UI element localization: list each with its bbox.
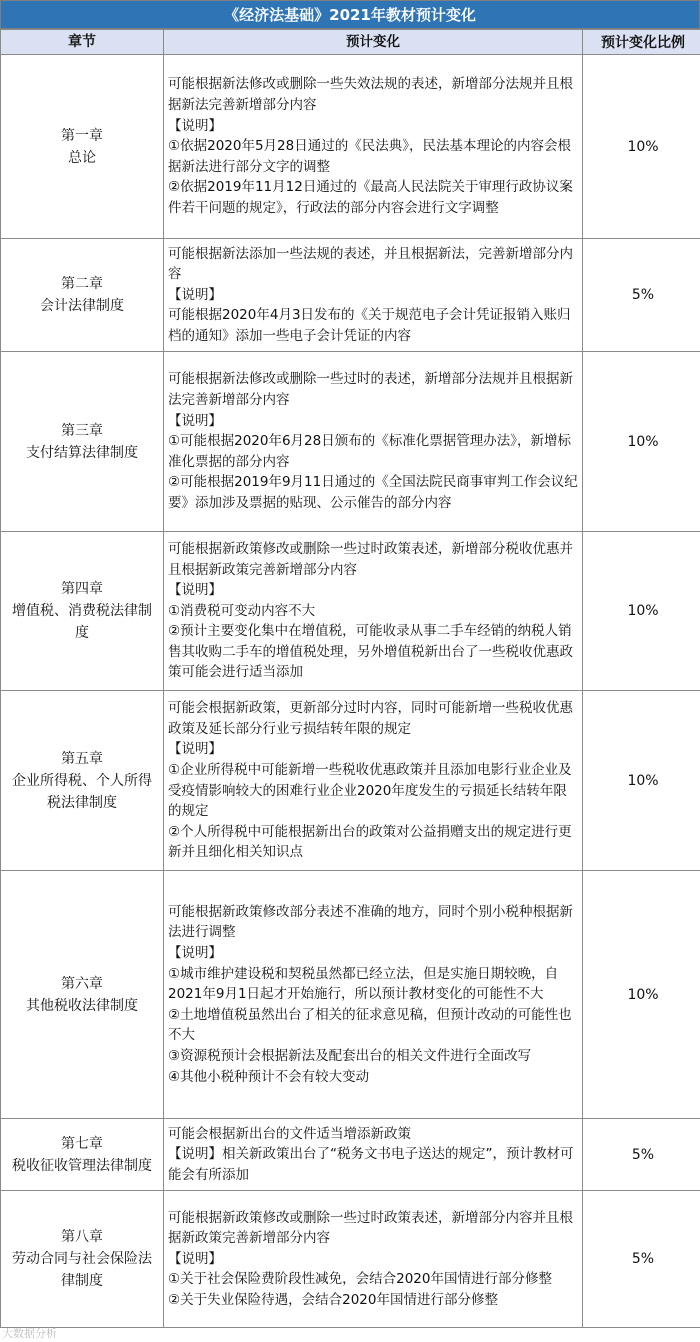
chapter-text: 支付结算法律制度 <box>26 444 138 461</box>
table-row <box>1 239 700 352</box>
change-cell <box>164 239 583 352</box>
chapter-cell <box>1 691 164 871</box>
change-text: ④其他小税种预计不会有较大变动 <box>168 1068 370 1085</box>
footer <box>0 1323 700 1342</box>
chapter-cell <box>1 239 164 352</box>
change-cell <box>164 871 583 1119</box>
chapter-text: 税收征收管理法律制度 <box>12 1157 152 1174</box>
footer-text: 大数据分析 <box>2 1327 57 1340</box>
change-text: 【说明】 <box>168 945 222 962</box>
change-text: 可能根据新政策修改或删除一些过时政策表述，新增部分税收优惠并且根据新政策完善新增部分内容 <box>168 540 573 578</box>
ratio-cell: 10% <box>583 55 700 239</box>
ratio-cell: 5% <box>583 1191 700 1328</box>
chapter-text: 第七章 <box>61 1135 103 1152</box>
header-row <box>1 30 700 55</box>
change-text: ①依据2020年5月28日通过的《民法典》，民法基本理论的内容会根据新法进行部分文字的调整 <box>168 138 571 175</box>
chapter-cell <box>1 871 164 1119</box>
change-text: ②关于失业保险待遇，会结合2020年国情进行部分修整 <box>168 1291 498 1308</box>
chapter-text: 增值税、消费税法律制 <box>12 603 152 619</box>
change-text: 可能根据新政策修改部分表述不准确的地方，同时个别小税种根据新法进行调整 <box>168 903 573 941</box>
chapter-cell <box>1 1119 164 1191</box>
chapter-cell <box>1 352 164 532</box>
change-text: ①可能根据2020年6月28日颁布的《标准化票据管理办法》，新增标准化票据的部分内容 <box>168 433 571 470</box>
change-cell <box>164 532 583 691</box>
change-text: ②可能根据2019年9月11日通过的《全国法院民商事审判工作会议纪要》添加涉及票据的贴现、公示催告的部分内容 <box>168 474 578 511</box>
table-row <box>1 55 700 239</box>
change-cell <box>164 691 583 871</box>
change-text: 可能根据新政策修改或删除一些过时政策表述，新增部分内容并且根据新政策完善新增部分内容 <box>168 1209 573 1247</box>
change-text: ②个人所得税中可能根据新出台的政策对公益捐赠支出的规定进行更新并且细化相关知识点 <box>168 823 572 861</box>
table-body <box>1 55 700 1328</box>
table-row <box>1 532 700 691</box>
table-row <box>1 1191 700 1328</box>
change-text: ①城市维护建设税和契税虽然都已经立法，但是实施日期较晚，自2021年9月1日起才开始施行，所以预计教材变化的可能性不大 <box>168 965 559 1003</box>
chapter-text: 会计法律制度 <box>40 298 124 314</box>
change-cell <box>164 352 583 532</box>
ratio-cell: 5% <box>583 1119 700 1191</box>
chapter-text: 第六章 <box>61 975 103 992</box>
change-text: ②依据2019年11月12日通过的《最高人民法院关于审理行政协议案件若干问题的规定》，行政法的部分内容会进行文字调整 <box>168 179 573 216</box>
chapter-text: 总论 <box>68 149 96 166</box>
ratio-cell: 10% <box>583 352 700 532</box>
change-text: 【说明】 <box>168 412 222 429</box>
change-text: ①企业所得税中可能新增一些税收优惠政策并且添加电影行业企业及受疫情影响较大的困难行业企业2020年度发生的亏损延长结转年限的规定 <box>168 761 572 820</box>
table-row <box>1 691 700 871</box>
change-text: 【说明】 <box>168 117 222 134</box>
table-row <box>1 1119 700 1191</box>
change-text: 可能会根据新政策，更新部分过时内容，同时可能新增一些税收优惠政策及延长部分行业亏损结转年限的规定 <box>168 700 573 737</box>
chapter-cell <box>1 532 164 691</box>
change-text: ①关于社会保险费阶段性减免，会结合2020年国情进行部分修整 <box>168 1271 552 1288</box>
change-text: 【说明】 <box>168 286 222 303</box>
change-text: 【说明】 <box>168 1250 222 1267</box>
table-row <box>1 352 700 532</box>
change-text: 可能会根据新出台的文件适当增添新政策 <box>168 1125 411 1142</box>
change-cell <box>164 55 583 239</box>
chapter-text: 企业所得税、个人所得 <box>12 772 152 789</box>
change-text: ①消费税可变动内容不大 <box>168 602 316 619</box>
chapter-text: 第二章 <box>61 276 103 292</box>
table-title: 《经济法基础》2021年教材预计变化 <box>0 0 700 29</box>
header-change: 预计变化 <box>164 30 583 55</box>
change-text: 可能根据新法添加一些法规的表述，并且根据新法，完善新增部分内容 <box>168 245 573 283</box>
chapter-text: 律制度 <box>61 1273 103 1289</box>
chapter-text: 第三章 <box>61 422 103 439</box>
header-chapter: 章节 <box>1 30 164 55</box>
change-text: 可能根据新法修改或删除一些过时的表述，新增部分法规并且根据新法完善新增部分内容 <box>168 371 573 409</box>
forecast-table <box>0 29 700 1328</box>
chapter-text: 度 <box>75 625 89 641</box>
change-cell <box>164 1191 583 1328</box>
table-row <box>1 871 700 1119</box>
change-text: 【说明】相关新政策出台了“税务文书电子送达的规定”，预计教材可能会有所添加 <box>168 1146 574 1183</box>
chapter-text: 第一章 <box>61 127 103 144</box>
ratio-cell: 10% <box>583 532 700 691</box>
change-text: 【说明】 <box>168 741 222 758</box>
change-text: 可能根据新法修改或删除一些失效法规的表述，新增部分法规并且根据新法完善新增部分内容 <box>168 76 573 114</box>
ratio-cell: 5% <box>583 239 700 352</box>
chapter-text: 第八章 <box>61 1229 103 1245</box>
change-text: ②预计主要变化集中在增值税，可能收录从事二手车经销的纳税人销售其收购二手车的增值税处理，另外增值税新出台了一些税收优惠政策可能会进行适当添加 <box>168 623 573 681</box>
chapter-text: 税法律制度 <box>47 794 117 811</box>
ratio-cell: 10% <box>583 691 700 871</box>
change-cell <box>164 1119 583 1191</box>
change-text: 【说明】 <box>168 582 222 599</box>
header-ratio: 预计变化比例 <box>583 30 700 55</box>
chapter-text: 第四章 <box>61 581 103 597</box>
chapter-text: 其他税收法律制度 <box>26 997 138 1014</box>
change-text: ③资源税预计会根据新法及配套出台的相关文件进行全面改写 <box>168 1047 532 1064</box>
chapter-text: 第五章 <box>61 750 103 767</box>
ratio-cell: 10% <box>583 871 700 1119</box>
chapter-text: 劳动合同与社会保险法 <box>12 1251 152 1267</box>
chapter-cell <box>1 1191 164 1328</box>
chapter-cell <box>1 55 164 239</box>
change-text: ②土地增值税虽然出台了相关的征求意见稿，但预计改动的可能性也不大 <box>168 1006 572 1044</box>
change-text: 可能根据2020年4月3日发布的《关于规范电子会计凭证报销入账归档的通知》添加一些电子会计凭证的内容 <box>168 307 571 344</box>
